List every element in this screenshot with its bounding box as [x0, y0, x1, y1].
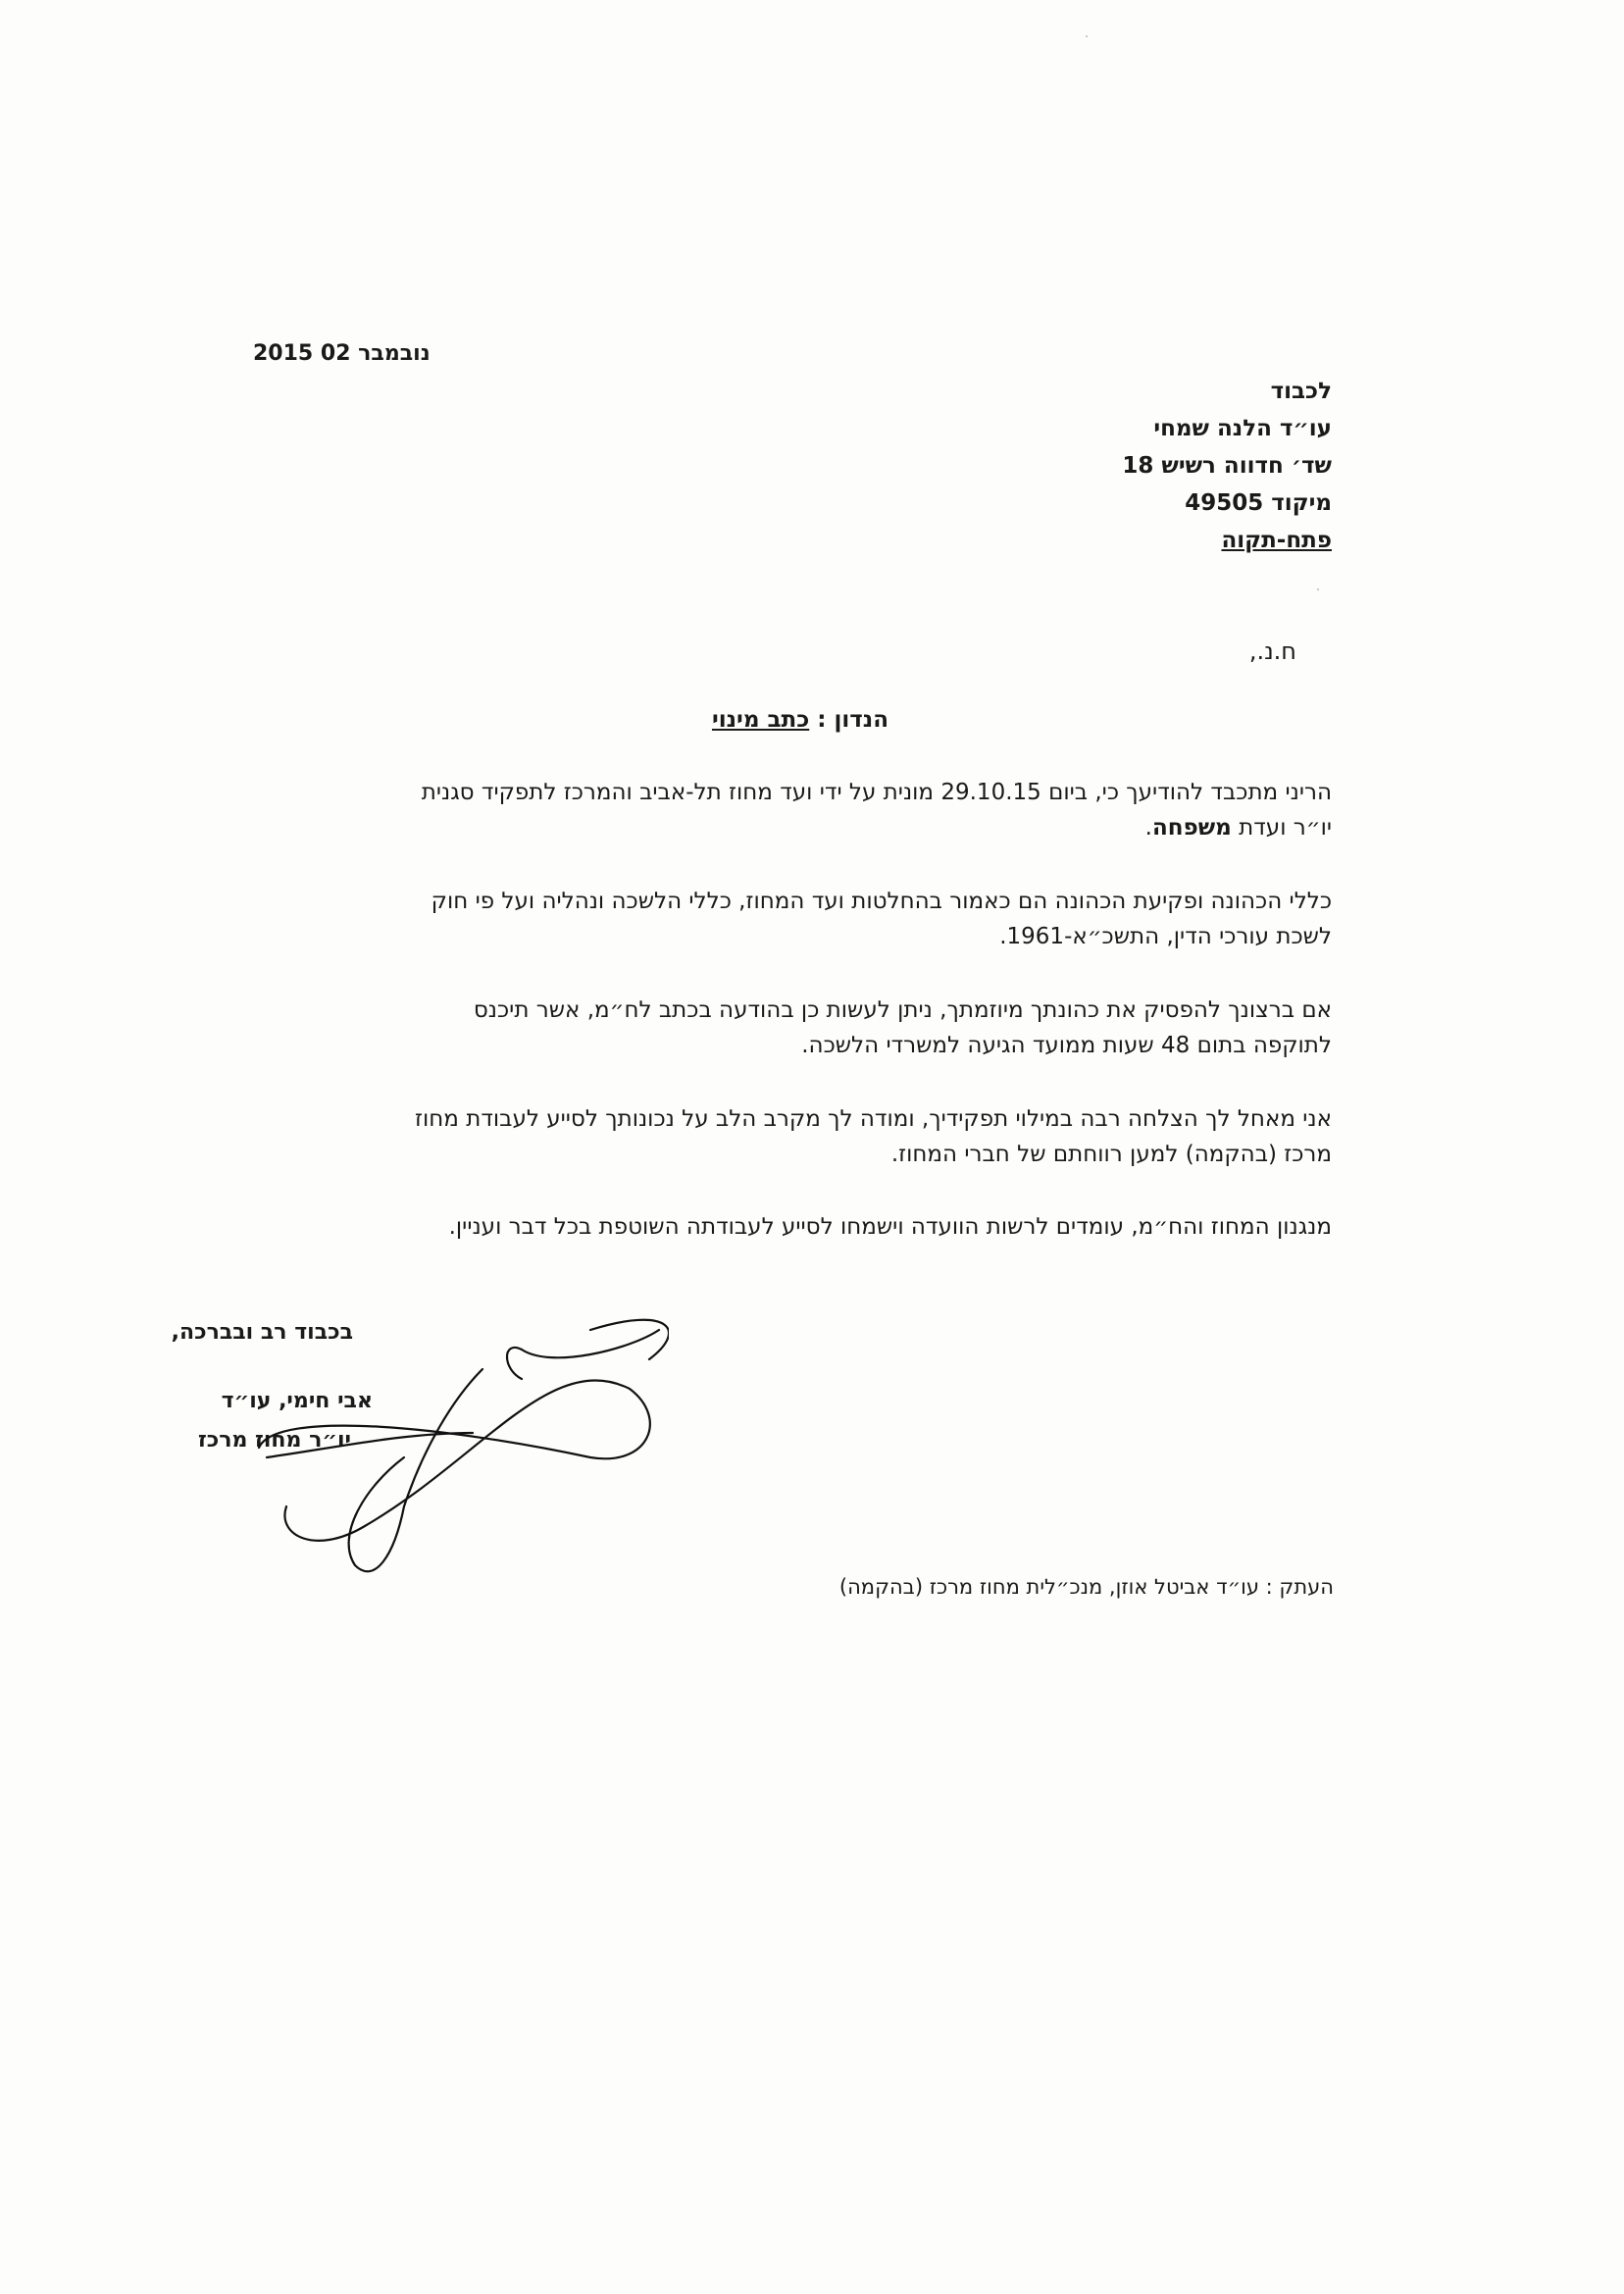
recipient-zip: מיקוד 49505 [1185, 490, 1332, 516]
recipient-street: שד׳ חדווה רשיש 18 [1122, 453, 1332, 479]
signer-title: יו״ר מחוז מרכז [197, 1428, 351, 1453]
greeting: ח.נ., [1248, 637, 1296, 665]
subject-text: כתב מינוי [711, 707, 810, 733]
recipient-honorific: לכבוד [1270, 379, 1332, 404]
recipient-city: פתח-תקוה [1221, 528, 1332, 553]
paragraph-1-suffix: . [1144, 815, 1152, 841]
signer-name: אבי חימי, עו״ד [221, 1389, 373, 1413]
closing-regards: בכבוד רב ובברכה, [171, 1320, 353, 1345]
recipient-name: עו״ד הלנה שמחי [1153, 416, 1332, 441]
copy-recipients: העתק : עו״ד אביטל אוזן, מנכ״לית מחוז מרכז (בהקמה) [838, 1575, 1334, 1599]
paragraph-4-line-2: מרכז (בהקמה) למען רווחתם של חברי המחוז. [890, 1142, 1332, 1167]
subject-line [712, 709, 888, 732]
paragraph-1-line-2 [1145, 817, 1332, 840]
paragraph-1-line-1: הריני מתכבד להודיעך כי, ביום 29.10.15 מונית על ידי ועד מחוז תל-אביב והמרכז לתפקיד סגנית [421, 780, 1332, 805]
subject-label: הנדון : [809, 707, 888, 733]
paragraph-5-line-1: מנגנון המחוז והח״מ, עומדים לרשות הוועדה וישמחו לסייע לעבודתה השוטפת בכל דבר ועניין. [448, 1214, 1332, 1240]
paragraph-3-line-2: לתוקפה בתום 48 שעות ממועד הגיעה למשרדי הלשכה. [801, 1033, 1332, 1058]
paragraph-4-line-1: אני מאחל לך הצלחה רבה במילוי תפקידיך, ומודה לך מקרב הלב על נכונותך לסייע לעבודת מחוז [415, 1106, 1332, 1132]
paragraph-1-prefix: יו״ר ועדת [1231, 815, 1332, 841]
paragraph-2-line-1: כללי הכהונה ופקיעת הכהונה הם כאמור בהחלטות ועד המחוז, כללי הלשכה ונהליה ועל פי חוק [431, 889, 1332, 914]
paragraph-1-bold: משפחה [1151, 815, 1232, 841]
paragraph-3-line-1: אם ברצונך להפסיק את כהונתך מיוזמתך, ניתן לעשות כן בהודעה בכתב לח״מ, אשר תיכנס [473, 997, 1332, 1023]
paragraph-2-line-2: לשכת עורכי הדין, התשכ״א-1961. [999, 924, 1332, 949]
letter-date: 2015 02 נובמבר [253, 341, 431, 366]
scan-speck [1317, 588, 1319, 590]
handwritten-signature [257, 1310, 669, 1585]
scan-speck [1086, 35, 1088, 37]
